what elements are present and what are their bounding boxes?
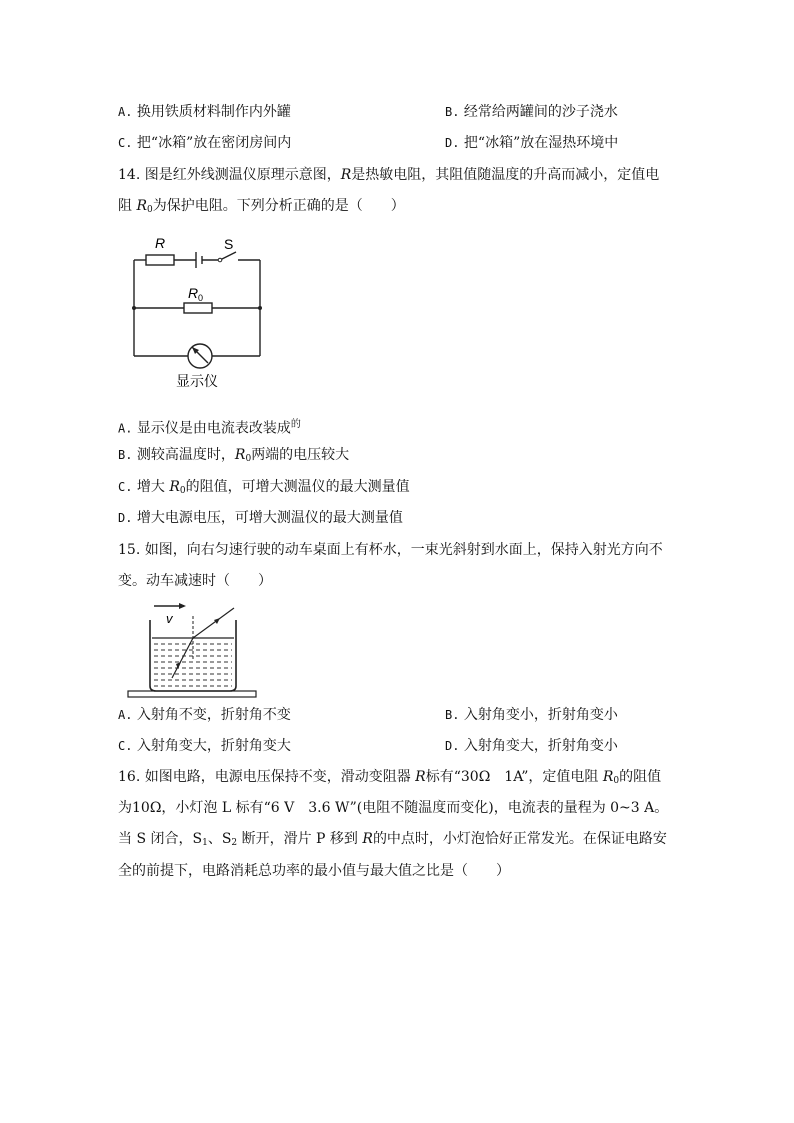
- label-s: S: [224, 236, 234, 252]
- option-text: 把“冰箱”放在密闭房间内: [136, 135, 292, 151]
- thermistor-r: [146, 255, 174, 265]
- option-letter: B.: [445, 105, 460, 119]
- table-surface: [128, 691, 256, 697]
- var-R0: R: [136, 198, 147, 214]
- option-text: 经常给两罐间的沙子浇水: [463, 104, 618, 120]
- q14-circuit-diagram: [120, 230, 280, 395]
- switch-s: [220, 252, 236, 260]
- display-meter: [188, 344, 212, 368]
- var-R: R: [340, 167, 352, 183]
- q13-option-c: [118, 133, 291, 153]
- option-text: 的阻值，可增大测温仪的最大测量值: [185, 479, 410, 495]
- q14-option-b: [118, 445, 349, 469]
- var-R0: R: [602, 769, 614, 785]
- subscript: 1: [202, 838, 208, 848]
- label-v: v: [166, 611, 173, 626]
- var-R: R: [362, 831, 373, 847]
- option-letter: D.: [445, 136, 460, 150]
- option-text: 入射角变大，折射角变大: [136, 738, 291, 754]
- option-text: 增大: [136, 479, 170, 495]
- option-letter: C.: [118, 480, 133, 494]
- q13-option-a: [118, 102, 291, 122]
- q14-stem-line1: [118, 165, 659, 185]
- label-r0: R: [188, 285, 199, 301]
- option-text: 把“冰箱”放在湿热环境中: [463, 135, 619, 151]
- q16-stem-line3: [118, 829, 667, 853]
- stem-text: 的阻值: [619, 769, 662, 785]
- option-letter: B.: [445, 708, 460, 722]
- option-text: 两端的电压较大: [251, 447, 350, 463]
- q14-option-d: [118, 508, 403, 528]
- option-text: 入射角不变，折射角不变: [136, 707, 291, 723]
- q15-stem-line1: 15. 如图，向右匀速行驶的动车桌面上有杯水，一束光斜射到水面上，保持入射光方向不: [118, 542, 663, 558]
- option-letter: A.: [118, 421, 133, 436]
- q14-stem-line2: [118, 196, 405, 220]
- var-R: R: [415, 769, 426, 785]
- option-text: 测较高温度时，: [136, 447, 235, 463]
- var-R0: R: [234, 447, 246, 463]
- q14-option-a: [118, 415, 301, 439]
- option-letter: A.: [118, 105, 133, 119]
- q15-option-a: [118, 705, 291, 725]
- resistor-r0: [184, 303, 212, 313]
- stem-text: 断开，滑片 P 移到: [237, 831, 363, 847]
- stem-text: 是热敏电阻，其阻值随温度的升高而减小，定值电: [351, 167, 660, 183]
- q14-option-c: [118, 477, 410, 501]
- option-letter: D.: [118, 511, 133, 525]
- q15-option-c: [118, 736, 291, 756]
- option-letter: B.: [118, 448, 133, 462]
- stem-text: 当 S 闭合，S: [118, 831, 203, 847]
- q16-stem-line1: [118, 767, 661, 791]
- stem-text: 阻: [118, 198, 137, 214]
- subscript: 0: [179, 486, 186, 496]
- stem-text: 的中点时，小灯泡恰好正常发光。在保证电路安: [372, 831, 667, 847]
- option-text: 显示仪是由电流表改装成: [136, 420, 291, 437]
- subscript: 2: [231, 838, 238, 848]
- var-R0: R: [169, 479, 180, 495]
- display-caption: 显示仪: [176, 373, 218, 389]
- option-letter: A.: [118, 708, 133, 722]
- label-r0-sub: 0: [198, 293, 204, 303]
- q15-option-b: [445, 705, 618, 725]
- label-r: R: [155, 235, 166, 251]
- incident-ray: [193, 608, 234, 638]
- stem-text: 标有“30Ω 1A”，定值电阻: [425, 769, 603, 785]
- q13-option-d: [445, 133, 618, 153]
- stem-text: 16. 如图电路，电源电压保持不变，滑动变阻器: [118, 769, 416, 785]
- stem-text: 、S: [207, 831, 232, 847]
- subscript: 0: [613, 776, 620, 786]
- q15-stem-line2: 变。动车减速时（ ）: [118, 573, 272, 589]
- option-letter: C.: [118, 136, 133, 150]
- option-text: 增大电源电压，可增大测温仪的最大测量值: [136, 510, 403, 526]
- option-text: 入射角变大，折射角变小: [463, 738, 618, 754]
- option-letter: D.: [445, 739, 460, 753]
- q15-option-d: [445, 736, 618, 756]
- stem-text: 为保护电阻。下列分析正确的是（ ）: [152, 198, 405, 214]
- superscript-char: 的: [290, 419, 301, 430]
- q13-option-b: [445, 102, 618, 122]
- option-text: 入射角变小，折射角变小: [463, 707, 618, 723]
- stem-text: 14. 图是红外线测温仪原理示意图，: [118, 167, 341, 183]
- q16-stem-line4: 全的前提下，电路消耗总功率的最小值与最大值之比是（ ）: [118, 863, 510, 879]
- option-letter: C.: [118, 739, 133, 753]
- q16-stem-line2: 为10Ω，小灯泡 L 标有“6 V 3.6 W”(电阻不随温度而变化)，电流表的量程为 0~3 A。: [118, 800, 669, 816]
- q15-cup-diagram: [126, 600, 262, 700]
- option-text: 换用铁质材料制作内外罐: [136, 104, 291, 120]
- water: [152, 638, 234, 690]
- subscript: 0: [147, 205, 153, 215]
- subscript: 0: [245, 454, 252, 464]
